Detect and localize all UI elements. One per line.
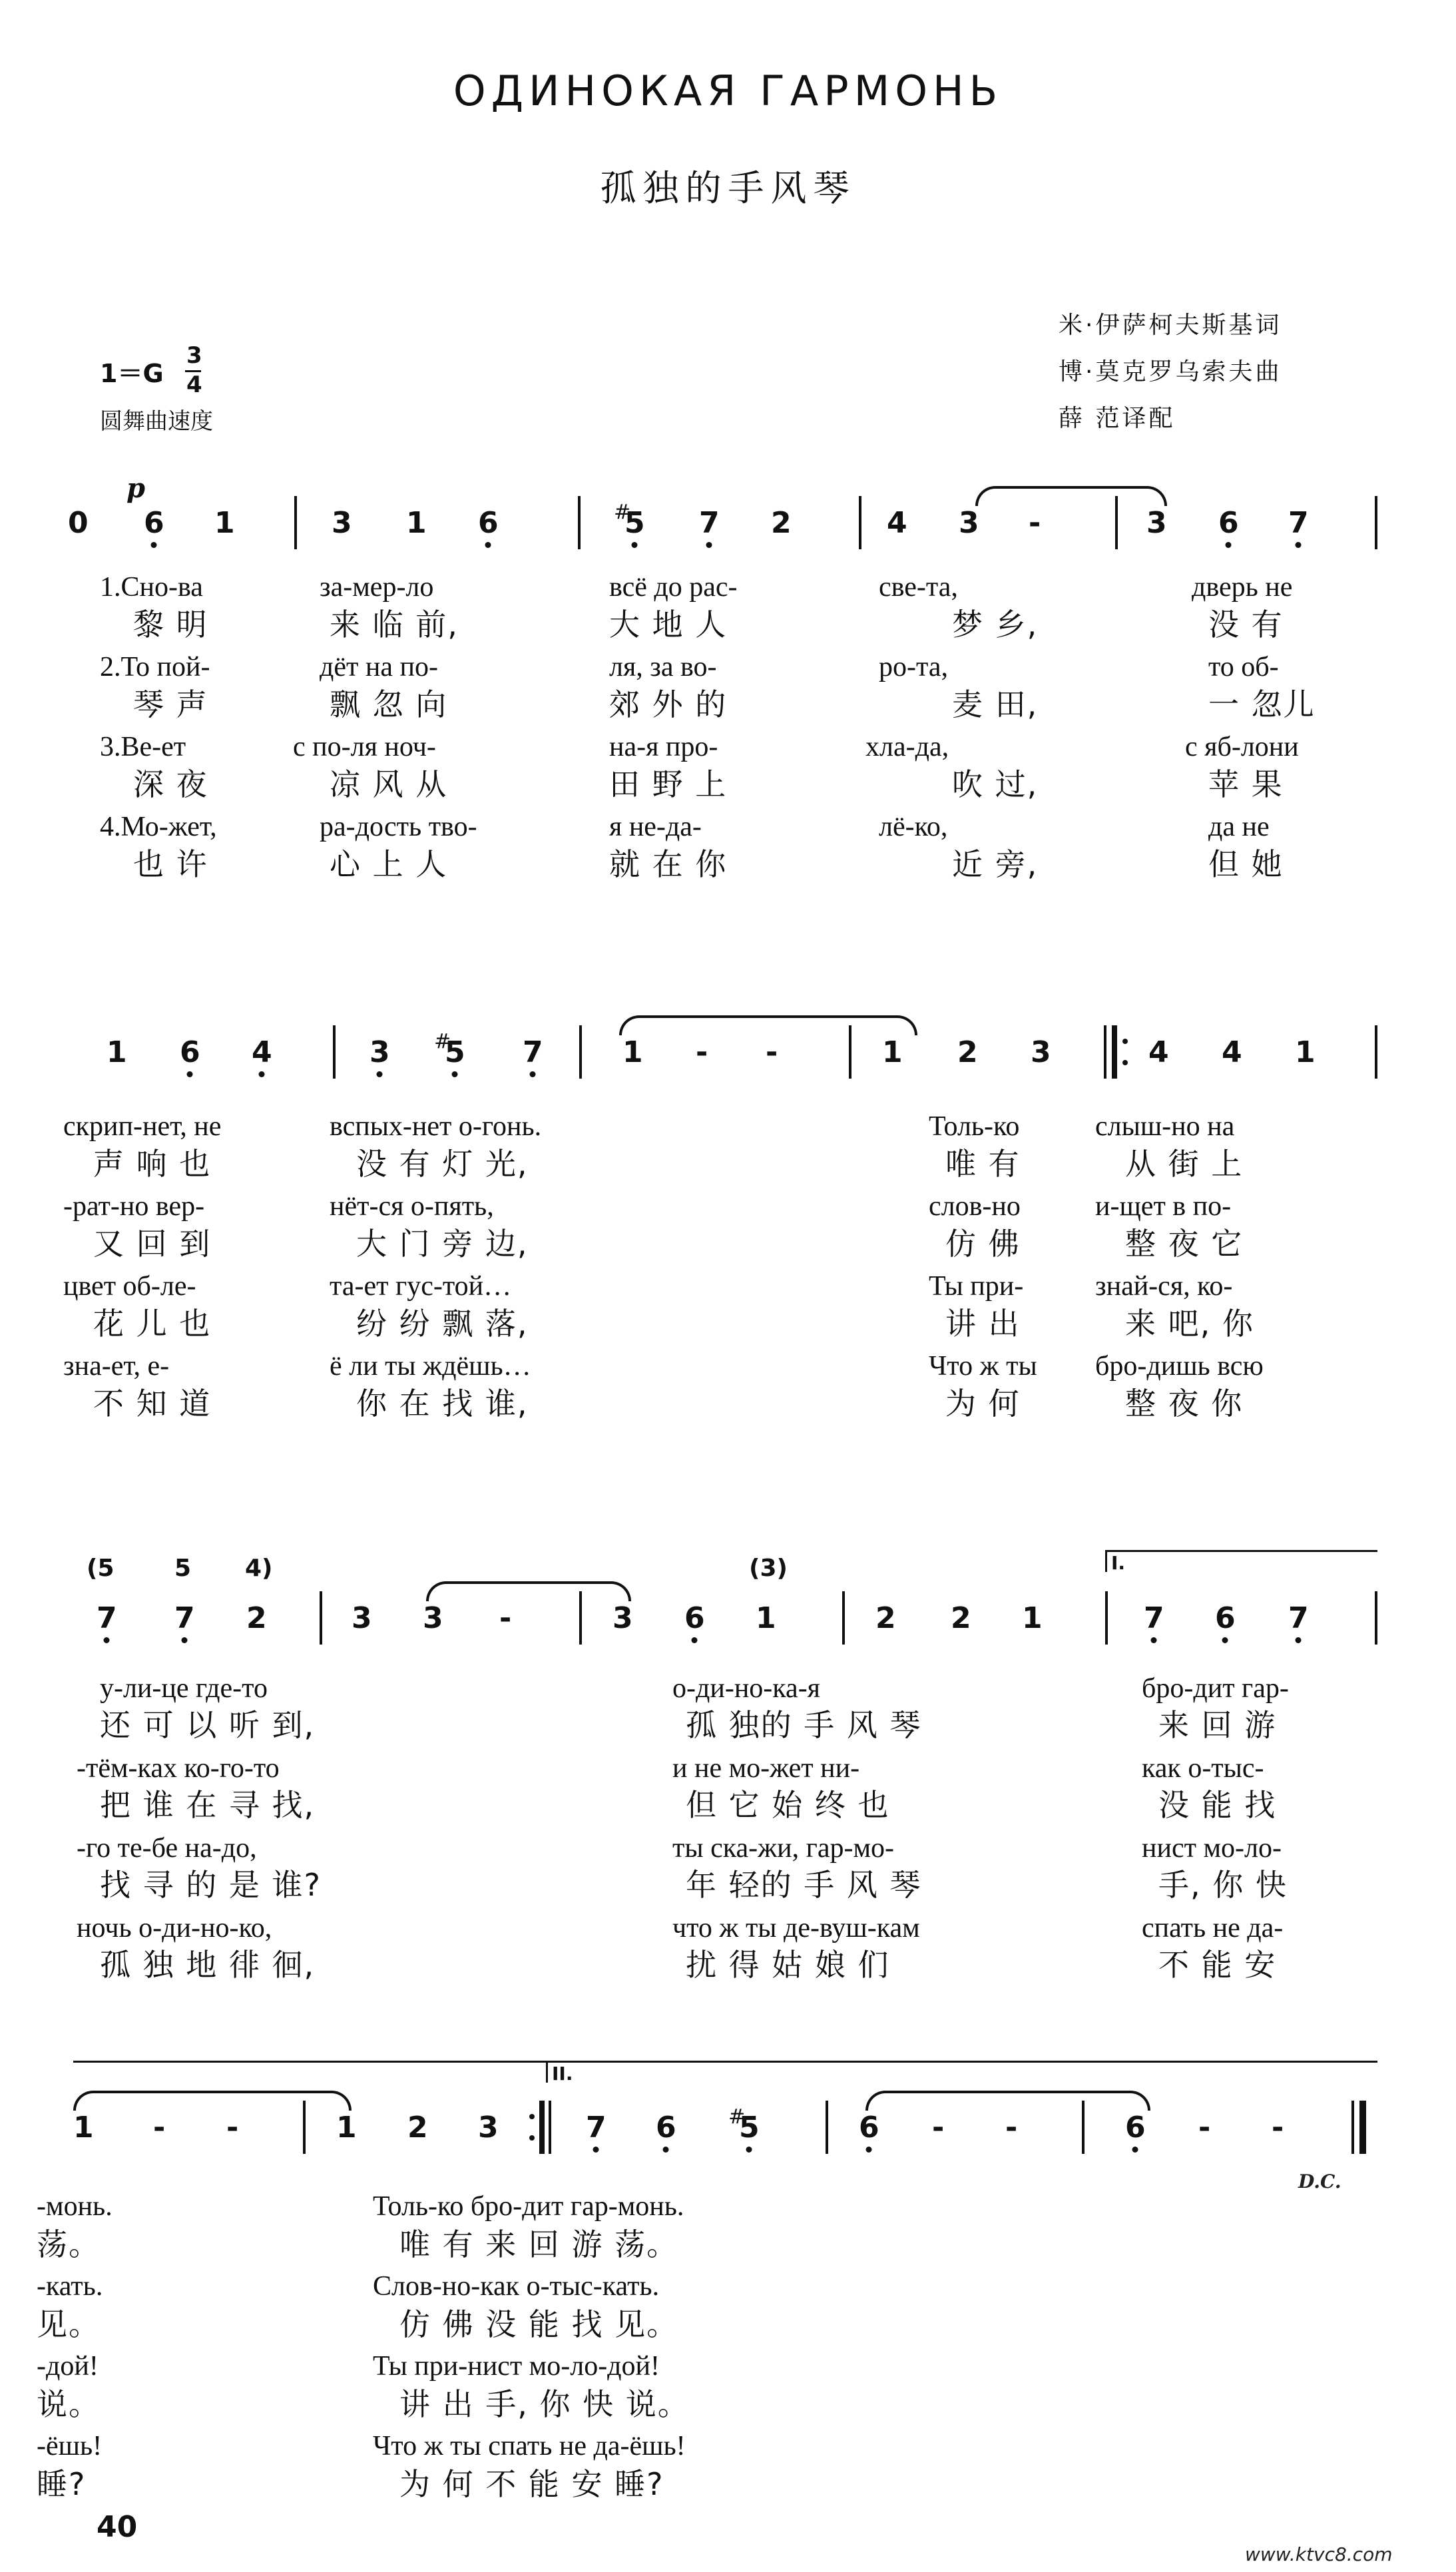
note: 7: [586, 2111, 607, 2145]
note: 1: [756, 1601, 776, 1635]
lyric-zh: 找 寻 的 是 谁?: [100, 1867, 322, 1903]
lyric-ru: ё ли ты ждёшь…: [330, 1351, 531, 1382]
lyric-zh: 不 知 道: [93, 1386, 212, 1421]
lyric-zh: 梦 乡,: [952, 607, 1039, 643]
lyric-zh: 大 门 旁 边,: [356, 1226, 529, 1262]
lyric-zh: 来 吧, 你: [1125, 1306, 1254, 1342]
lyric-zh: 讲 出: [945, 1306, 1021, 1342]
lyric-ru: 2.То пой-: [100, 652, 210, 682]
note: 1: [1022, 1601, 1043, 1635]
barline: [320, 1591, 322, 1645]
note: 1: [214, 506, 235, 540]
alt-note: (5: [87, 1555, 115, 1582]
repeat-dot: [529, 2135, 535, 2141]
tempo-marking: 圆舞曲速度: [100, 408, 213, 435]
barline: [303, 2101, 306, 2154]
repeat-dot: [529, 2114, 535, 2119]
lyric-ru: Ты при-: [929, 1271, 1024, 1302]
note: 3: [1146, 506, 1167, 540]
key-signature: 1＝G: [100, 359, 164, 388]
note: 2: [246, 1601, 267, 1635]
lyric-zh: 没 有 灯 光,: [356, 1146, 529, 1182]
lyric-ru: бро-дит гар-: [1142, 1673, 1289, 1704]
alt-note: (3): [749, 1555, 788, 1582]
note: 6: [478, 506, 499, 540]
lyric-zh: 但 它 始 终 也: [686, 1787, 890, 1823]
lyric-zh: 整 夜 你: [1125, 1386, 1244, 1421]
note: 3: [352, 1601, 372, 1635]
repeat-barline-thick: [539, 2101, 545, 2154]
translator-credit: 薛 范译配: [1059, 405, 1176, 432]
lyric-ru: с по-ля ноч-: [293, 732, 436, 762]
note: 1: [1295, 1035, 1316, 1069]
note: -: [1198, 2111, 1211, 2145]
lyric-ru: Слов-но-как о-тыс-кать.: [373, 2271, 660, 2302]
lyric-zh: 深 夜: [133, 766, 208, 802]
note: 1: [882, 1035, 903, 1069]
note: 6: [684, 1601, 705, 1635]
watermark: www.ktvc8.com: [1245, 2543, 1393, 2565]
lyric-zh: 见。: [37, 2306, 101, 2342]
barline: [294, 496, 297, 549]
lyric-zh: 为 何: [945, 1386, 1021, 1421]
lyric-ru: Что ж ты: [929, 1351, 1037, 1382]
lyric-ru: -тём-ках ко-го-то: [77, 1753, 280, 1784]
lyric-zh: 从 街 上: [1125, 1146, 1244, 1182]
note: 0: [68, 506, 89, 540]
note: # 5: [624, 506, 645, 540]
lyric-ru: о-ди-но-ка-я: [672, 1673, 820, 1704]
note: -: [696, 1035, 708, 1069]
note: -: [153, 2111, 166, 2145]
note: 1: [622, 1035, 643, 1069]
note: -: [932, 2111, 945, 2145]
lyric-ru: слыш-но на: [1095, 1111, 1235, 1142]
lyric-zh: 年 轻的 手 风 琴: [686, 1867, 922, 1903]
note: 6: [180, 1035, 200, 1069]
tie: [426, 1581, 631, 1601]
lyric-zh: 来 临 前,: [330, 607, 459, 643]
lyric-ru: с яб-лони: [1185, 732, 1299, 762]
lyric-zh: 没 有: [1208, 607, 1284, 643]
lyric-ru: -ёшь!: [37, 2431, 103, 2461]
note: 4: [1222, 1035, 1242, 1069]
lyric-ru: -го те-бе на-до,: [77, 1833, 257, 1864]
page-number: 40: [97, 2510, 138, 2544]
lyric-zh: 又 回 到: [93, 1226, 212, 1262]
lyric-ru: ра-дость тво-: [320, 812, 477, 842]
song-subtitle: 孤独的手风琴: [600, 167, 856, 209]
note: 3: [423, 1601, 443, 1635]
lyric-zh: 飘 忽 向: [330, 686, 448, 722]
lyric-ru: 3.Ве-ет: [100, 732, 186, 762]
note: 1: [406, 506, 427, 540]
lyric-zh: 说。: [37, 2386, 101, 2422]
alt-note: 4): [245, 1555, 273, 1582]
lyric-ru: 1.Сно-ва: [100, 572, 203, 603]
note: 7: [1288, 506, 1309, 540]
note: 6: [1125, 2111, 1146, 2145]
alt-note: 5: [174, 1555, 192, 1582]
lyric-ru: зна-ет, е-: [63, 1351, 170, 1382]
note: -: [766, 1035, 778, 1069]
lyric-zh: 不 能 安: [1158, 1947, 1277, 1983]
lyric-ru: Толь-ко: [929, 1111, 1020, 1142]
lyric-ru: Толь-ко бро-дит гар-монь.: [373, 2191, 684, 2222]
time-sig-top: 3: [186, 342, 202, 369]
lyric-ru: хла-да,: [865, 732, 949, 762]
lyric-ru: дверь не: [1192, 572, 1293, 603]
note: 3: [1031, 1035, 1051, 1069]
lyric-zh: 睡?: [37, 2466, 87, 2502]
time-sig-bottom: 4: [186, 372, 202, 398]
lyric-zh: 田 野 上: [609, 766, 728, 802]
note: 7: [699, 506, 720, 540]
barline: [578, 496, 581, 549]
lyric-zh: 唯 有 来 回 游 荡。: [399, 2226, 679, 2262]
barline: [859, 496, 861, 549]
lyric-zh: 大 地 人: [609, 607, 728, 643]
lyric-ru: то об-: [1208, 652, 1279, 682]
lyric-ru: -кать.: [37, 2271, 103, 2302]
lyric-ru: бро-дишь всю: [1095, 1351, 1264, 1382]
lyric-ru: да не: [1208, 812, 1270, 842]
lyric-ru: всё до рас-: [609, 572, 738, 603]
barline: [1105, 1591, 1108, 1645]
lyric-ru: ро-та,: [879, 652, 948, 682]
lyric-ru: Ты при-нист мо-ло-дой!: [373, 2351, 660, 2382]
note: 6: [144, 506, 164, 540]
note: 1: [73, 2111, 94, 2145]
tie: [619, 1015, 917, 1035]
note: 4: [887, 506, 907, 540]
repeat-barline: [549, 2101, 551, 2154]
note: 6: [859, 2111, 879, 2145]
song-title: ОДИНОКАЯ ГАРМОНЬ: [453, 67, 1003, 115]
note: 6: [656, 2111, 676, 2145]
note: 7: [1288, 1601, 1309, 1635]
volta-2: II.: [546, 2061, 1377, 2083]
lyric-ru: знай-ся, ко-: [1095, 1271, 1233, 1302]
final-barline-thick: [1359, 2101, 1366, 2154]
lyric-ru: что ж ты де-вуш-кам: [672, 1913, 920, 1943]
lyric-ru: -дой!: [37, 2351, 99, 2382]
repeat-dot: [1122, 1060, 1128, 1065]
lyric-ru: ля, за во-: [609, 652, 717, 682]
tie: [73, 2091, 352, 2111]
lyric-ru: ты ска-жи, гар-мо-: [672, 1833, 895, 1864]
lyric-zh: 近 旁,: [952, 846, 1039, 882]
note: 2: [875, 1601, 896, 1635]
lyric-ru: дёт на по-: [320, 652, 438, 682]
lyric-zh: 孤 独的 手 风 琴: [686, 1707, 922, 1743]
lyric-ru: я не-да-: [609, 812, 702, 842]
note: -: [1029, 506, 1041, 540]
note: # 5: [739, 2111, 760, 2145]
lyric-zh: 来 回 游: [1158, 1707, 1277, 1743]
note: 2: [957, 1035, 978, 1069]
note: 2: [407, 2111, 428, 2145]
lyric-ru: 4.Мо-жет,: [100, 812, 217, 842]
note: 4: [252, 1035, 272, 1069]
note: 3: [478, 2111, 499, 2145]
lyric-zh: 手, 你 快: [1158, 1867, 1288, 1903]
repeat-barline: [1104, 1025, 1106, 1079]
lyric-zh: 声 响 也: [93, 1146, 212, 1182]
note: 6: [1218, 506, 1239, 540]
lyric-zh: 为 何 不 能 安 睡?: [399, 2466, 664, 2502]
lyric-zh: 心 上 人: [330, 846, 448, 882]
lyric-zh: 仿 佛: [945, 1226, 1021, 1262]
lyric-zh: 就 在 你: [609, 846, 728, 882]
note: 3: [369, 1035, 390, 1069]
note: -: [226, 2111, 239, 2145]
lyric-zh: 孤 独 地 徘 徊,: [100, 1947, 316, 1983]
tie: [865, 2091, 1150, 2111]
barline: [842, 1591, 845, 1645]
lyric-zh: 仿 佛 没 能 找 见。: [399, 2306, 679, 2342]
dynamic-marking: p: [126, 473, 145, 504]
final-barline: [1351, 2101, 1354, 2154]
lyric-zh: 但 她: [1208, 846, 1284, 882]
note: 7: [523, 1035, 543, 1069]
volta-1: I.: [1105, 1550, 1377, 1572]
barline-end: [1375, 1591, 1377, 1645]
lyric-ru: Что ж ты спать не да-ёшь!: [373, 2431, 686, 2461]
repeat-dot: [1122, 1039, 1128, 1044]
lyric-zh: 凉 风 从: [330, 766, 448, 802]
lyric-zh: 整 夜 它: [1125, 1226, 1244, 1262]
lyric-ru: у-ли-це где-то: [100, 1673, 268, 1704]
lyric-zh: 还 可 以 听 到,: [100, 1707, 316, 1743]
lyric-ru: спать не да-: [1142, 1913, 1284, 1943]
lyric-zh: 扰 得 姑 娘 们: [686, 1947, 890, 1983]
barline: [1082, 2101, 1085, 2154]
lyric-zh: 一 忽儿: [1208, 686, 1316, 722]
lyric-zh: 吹 过,: [952, 766, 1039, 802]
note: 1: [336, 2111, 357, 2145]
lyric-zh: 把 谁 在 寻 找,: [100, 1787, 316, 1823]
note: -: [1005, 2111, 1018, 2145]
lyric-ru: скрип-нет, не: [63, 1111, 222, 1142]
note: 6: [1215, 1601, 1236, 1635]
lyric-ru: та-ет гус-той…: [330, 1271, 512, 1302]
note: 2: [771, 506, 792, 540]
note: 3: [332, 506, 352, 540]
lyric-ru: ночь о-ди-но-ко,: [77, 1913, 272, 1943]
note: 7: [97, 1601, 117, 1635]
lyric-zh: 郊 外 的: [609, 686, 728, 722]
lyric-zh: 琴 声: [133, 686, 208, 722]
note: 2: [951, 1601, 971, 1635]
note: -: [1272, 2111, 1284, 2145]
lyric-zh: 黎 明: [133, 607, 208, 643]
lyricist-credit: 米·伊萨柯夫斯基词: [1059, 312, 1282, 339]
barline: [333, 1025, 336, 1079]
lyric-zh: 没 能 找: [1158, 1787, 1277, 1823]
lyric-ru: лё-ко,: [879, 812, 948, 842]
note: 7: [1144, 1601, 1164, 1635]
lyric-ru: и-щет в по-: [1095, 1191, 1232, 1222]
note: 3: [959, 506, 979, 540]
repeat-barline-thick: [1112, 1025, 1117, 1079]
volta-line-1: [73, 2061, 553, 2063]
lyric-ru: -монь.: [37, 2191, 113, 2222]
lyric-zh: 唯 有: [945, 1146, 1021, 1182]
note: 3: [612, 1601, 633, 1635]
composer-credit: 博·莫克罗乌索夫曲: [1059, 358, 1282, 386]
lyric-zh: 讲 出 手, 你 快 说。: [399, 2386, 690, 2422]
barline: [826, 2101, 828, 2154]
lyric-ru: вспых-нет о-гонь.: [330, 1111, 542, 1142]
barline-end: [1375, 496, 1377, 549]
lyric-ru: све-та,: [879, 572, 958, 603]
lyric-zh: 花 儿 也: [93, 1306, 212, 1342]
tie: [975, 486, 1167, 506]
lyric-zh: 你 在 找 谁,: [356, 1386, 529, 1421]
barline: [579, 1025, 582, 1079]
note: 4: [1148, 1035, 1169, 1069]
dc-marking: D.C.: [1298, 2171, 1341, 2192]
lyric-ru: нист мо-ло-: [1142, 1833, 1282, 1864]
lyric-zh: 荡。: [37, 2226, 101, 2262]
lyric-ru: за-мер-ло: [320, 572, 434, 603]
lyric-ru: и не мо-жет ни-: [672, 1753, 860, 1784]
lyric-ru: на-я про-: [609, 732, 718, 762]
note: # 5: [445, 1035, 465, 1069]
barline-end: [1375, 1025, 1377, 1079]
lyric-zh: 麦 田,: [952, 686, 1039, 722]
note: -: [499, 1601, 512, 1635]
lyric-zh: 苹 果: [1208, 766, 1284, 802]
note: 7: [174, 1601, 195, 1635]
lyric-ru: цвет об-ле-: [63, 1271, 196, 1302]
lyric-ru: как о-тыс-: [1142, 1753, 1264, 1784]
lyric-zh: 也 许: [133, 846, 208, 882]
lyric-ru: нёт-ся о-пять,: [330, 1191, 494, 1222]
lyric-ru: слов-но: [929, 1191, 1021, 1222]
note: 1: [107, 1035, 127, 1069]
lyric-ru: -рат-но вер-: [63, 1191, 205, 1222]
lyric-zh: 纷 纷 飘 落,: [356, 1306, 529, 1342]
